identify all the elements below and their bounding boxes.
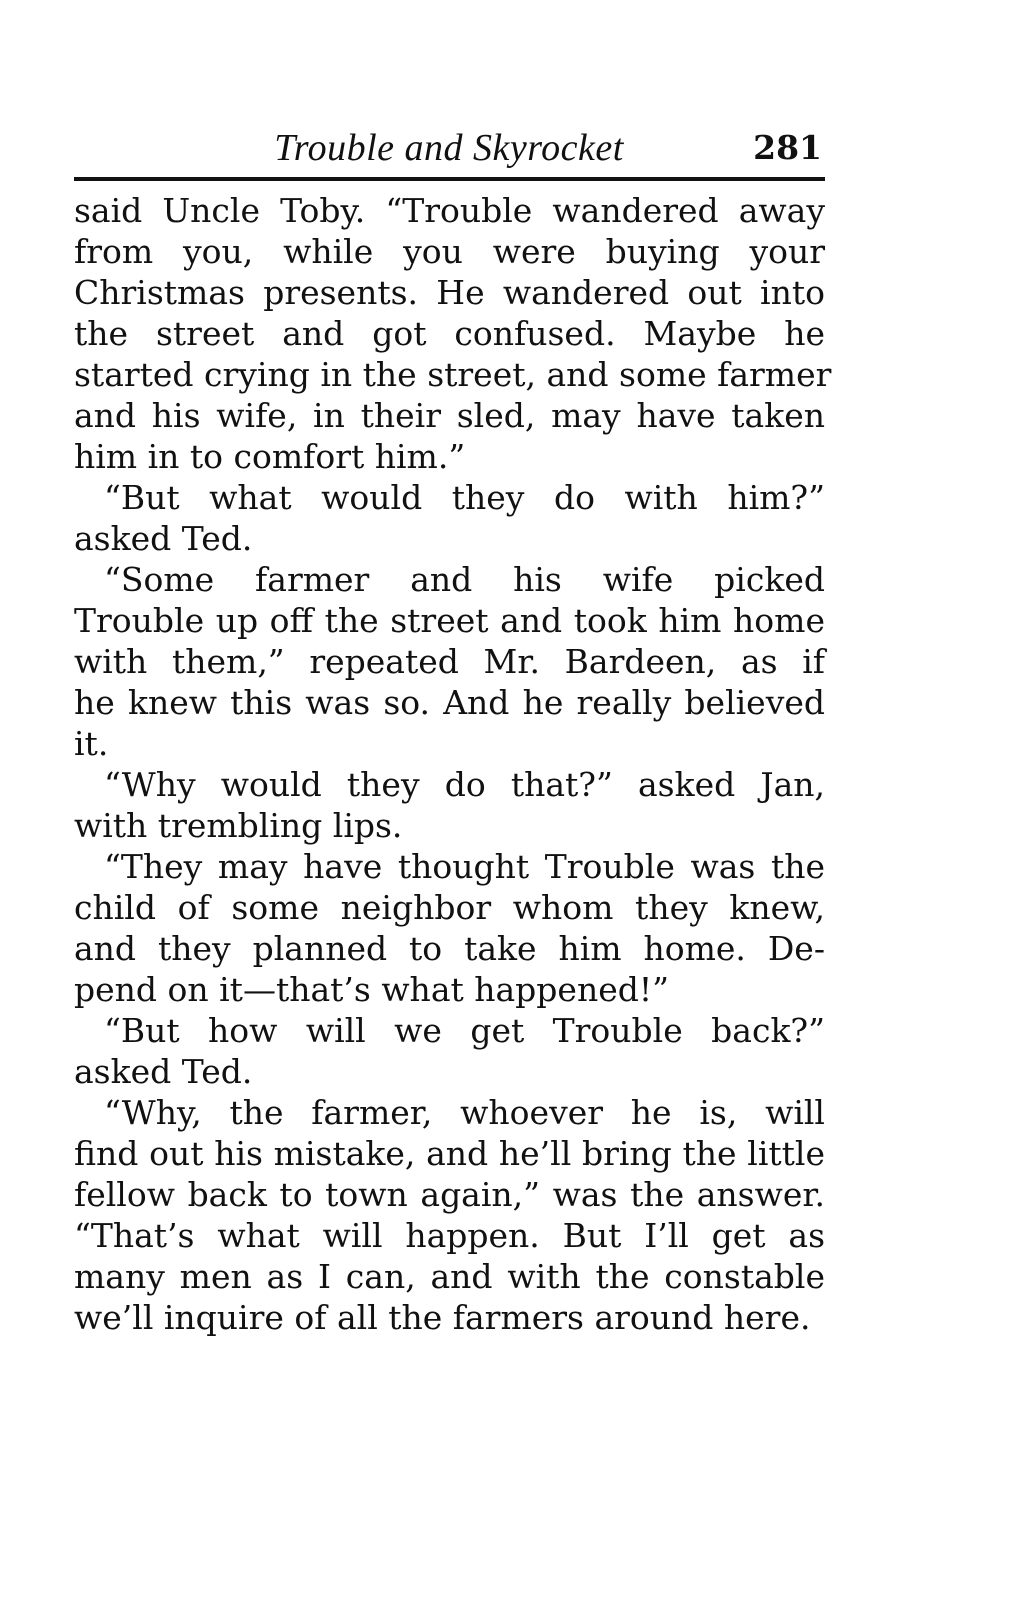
header-rule — [74, 177, 825, 181]
paragraph — [74, 1092, 825, 1338]
running-head — [74, 122, 824, 174]
text-line: and they planned to take him home. De- — [74, 929, 825, 968]
text-line: started crying in the street, and some farmer — [74, 355, 832, 394]
text-line: said Uncle Toby. “Trouble wandered away — [74, 191, 825, 230]
text-line: and his wife, in their sled, may have taken — [74, 396, 825, 435]
text-line: “That’s what will happen. But I’ll get as — [74, 1216, 825, 1255]
text-line: with them,” repeated Mr. Bardeen, as if — [74, 642, 825, 681]
text-line: asked Ted. — [74, 1052, 253, 1091]
text-line: many men as I can, and with the constable — [74, 1257, 825, 1296]
text-line: find out his mistake, and he’ll bring the little — [74, 1134, 825, 1173]
paragraph — [74, 559, 825, 764]
text-line: Trouble up off the street and took him home — [74, 601, 825, 640]
running-title: Trouble and Skyrocket — [274, 127, 624, 169]
text-line: asked Ted. — [74, 519, 253, 558]
text-line: fellow back to town again,” was the answer. — [74, 1175, 825, 1214]
text-line: child of some neighbor whom they knew, — [74, 888, 825, 927]
text-line: the street and got confused. Maybe he — [74, 314, 825, 353]
paragraph — [74, 764, 825, 846]
paragraph — [74, 477, 825, 559]
text-line: “Why, the farmer, whoever he is, will — [104, 1093, 825, 1132]
text-line: “Some farmer and his wife picked — [104, 560, 825, 599]
text-line: from you, while you were buying your — [74, 232, 825, 271]
text-line: “Why would they do that?” asked Jan, — [104, 765, 825, 804]
text-line: with trembling lips. — [74, 806, 403, 845]
text-line: he knew this was so. And he really believed — [74, 683, 825, 722]
text-line: Christmas presents. He wandered out into — [74, 273, 825, 312]
text-line: “But what would they do with him?” — [104, 478, 825, 517]
text-line: “But how will we get Trouble back?” — [104, 1011, 825, 1050]
paragraph — [74, 846, 825, 1010]
body-text — [74, 190, 832, 1338]
text-line: “They may have thought Trouble was the — [104, 847, 825, 886]
paragraph — [74, 1010, 825, 1092]
text-line: pend on it—that’s what happened!” — [74, 970, 669, 1009]
text-line: him in to comfort him.” — [74, 437, 466, 476]
text-line: we’ll inquire of all the farmers around here. — [74, 1298, 811, 1337]
text-line: it. — [74, 724, 109, 763]
page-number: 281 — [753, 128, 822, 167]
paragraph — [74, 190, 832, 477]
